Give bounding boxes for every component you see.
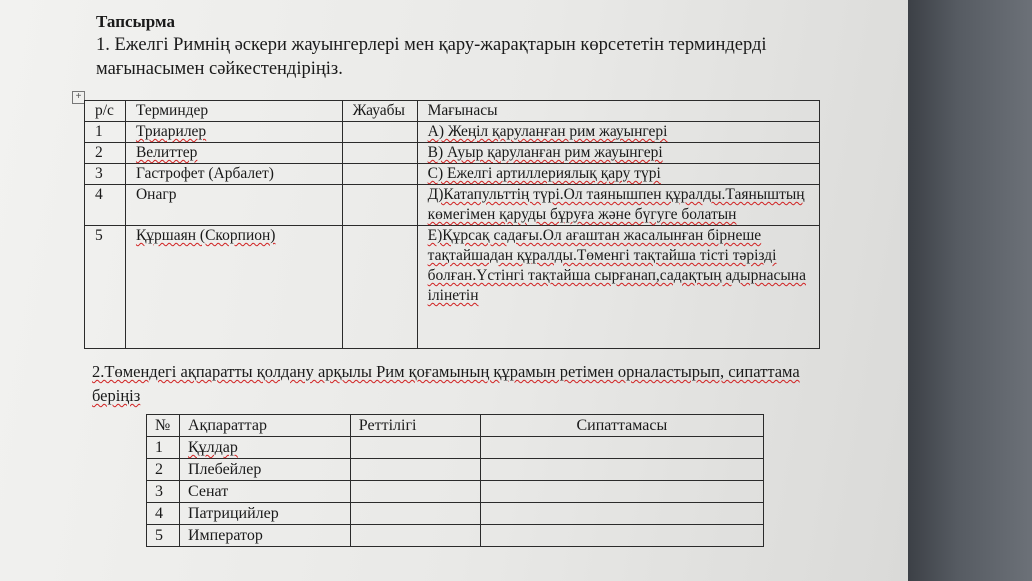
meaning-cell: В) Ауыр қаруланған рим жауынгері bbox=[417, 143, 819, 164]
table-move-handle-icon[interactable]: + bbox=[72, 91, 85, 104]
row-number: 4 bbox=[85, 185, 126, 226]
row-number: 2 bbox=[85, 143, 126, 164]
column-header: Ақпараттар bbox=[180, 415, 351, 437]
info-cell: Император bbox=[180, 525, 351, 547]
term-cell: Гастрофет (Арбалет) bbox=[125, 164, 342, 185]
description-cell[interactable] bbox=[480, 525, 763, 547]
term-cell: Велиттер bbox=[125, 143, 342, 164]
screen-edge bbox=[908, 0, 1032, 581]
column-header: Сипаттамасы bbox=[480, 415, 763, 437]
description-cell[interactable] bbox=[480, 459, 763, 481]
row-number: 5 bbox=[85, 226, 126, 349]
meaning-cell: А) Жеңіл қаруланған рим жауынгері bbox=[417, 122, 819, 143]
task1-text: 1. Ежелгі Римнің әскери жауынгерлері мен қару-жарақтарын көрсететін терминдерді мағынасымен сәйкестендіріңіз. bbox=[96, 35, 767, 79]
column-header: № bbox=[147, 415, 180, 437]
table-row bbox=[85, 185, 820, 226]
table-row bbox=[85, 164, 820, 185]
answer-cell[interactable] bbox=[342, 164, 417, 185]
heading: Тапсырма bbox=[96, 12, 175, 31]
order-cell[interactable] bbox=[350, 459, 480, 481]
column-header: Мағынасы bbox=[417, 101, 819, 122]
order-cell[interactable] bbox=[350, 481, 480, 503]
term-cell: Құршаян (Скорпион) bbox=[125, 226, 342, 349]
table-row bbox=[147, 525, 764, 547]
column-header: Терминдер bbox=[125, 101, 342, 122]
column-header: Реттілігі bbox=[350, 415, 480, 437]
society-table bbox=[146, 414, 764, 547]
term-cell: Триарилер bbox=[125, 122, 342, 143]
table-row bbox=[85, 143, 820, 164]
table-row bbox=[85, 122, 820, 143]
answer-cell[interactable] bbox=[342, 185, 417, 226]
row-number: 3 bbox=[85, 164, 126, 185]
terms-table bbox=[84, 100, 820, 349]
table-header-row bbox=[147, 415, 764, 437]
info-cell: Құлдар bbox=[180, 437, 351, 459]
meaning-cell: Д)Катапульттің түрі.Ол таянышпен құралды.Таяныштың көмегімен қаруды бұруға және бүгуге болатын bbox=[417, 185, 819, 226]
answer-cell[interactable] bbox=[342, 122, 417, 143]
term-cell: Онагр bbox=[125, 185, 342, 226]
table-row bbox=[147, 481, 764, 503]
order-cell[interactable] bbox=[350, 437, 480, 459]
row-number: 1 bbox=[85, 122, 126, 143]
description-cell[interactable] bbox=[480, 437, 763, 459]
table-row bbox=[147, 503, 764, 525]
info-cell: Патрицийлер bbox=[180, 503, 351, 525]
order-cell[interactable] bbox=[350, 503, 480, 525]
table-row bbox=[147, 459, 764, 481]
table-row bbox=[85, 226, 820, 349]
row-number: 4 bbox=[147, 503, 180, 525]
description-cell[interactable] bbox=[480, 481, 763, 503]
answer-cell[interactable] bbox=[342, 143, 417, 164]
task2-text: 2.Төмендегі ақпаратты қолдану арқылы Рим қоғамының құрамын ретімен орналастырып, сипаттама беріңіз bbox=[92, 362, 800, 405]
info-cell: Сенат bbox=[180, 481, 351, 503]
info-cell: Плебейлер bbox=[180, 459, 351, 481]
column-header: р/с bbox=[85, 101, 126, 122]
column-header: Жауабы bbox=[342, 101, 417, 122]
description-cell[interactable] bbox=[480, 503, 763, 525]
answer-cell[interactable] bbox=[342, 226, 417, 349]
table-header-row bbox=[85, 101, 820, 122]
order-cell[interactable] bbox=[350, 525, 480, 547]
meaning-cell: Е)Құрсақ садағы.Ол ағаштан жасалынған бірнеше тақтайшадан құралды.Төменгі тақтайша тісті тәрізді болған.Үстінгі тақтайша сырғанап,садақтың адырнасына ілінетін bbox=[417, 226, 819, 349]
row-number: 5 bbox=[147, 525, 180, 547]
meaning-cell: С) Ежелгі артиллериялық қару түрі bbox=[417, 164, 819, 185]
row-number: 3 bbox=[147, 481, 180, 503]
row-number: 2 bbox=[147, 459, 180, 481]
row-number: 1 bbox=[147, 437, 180, 459]
table-row bbox=[147, 437, 764, 459]
